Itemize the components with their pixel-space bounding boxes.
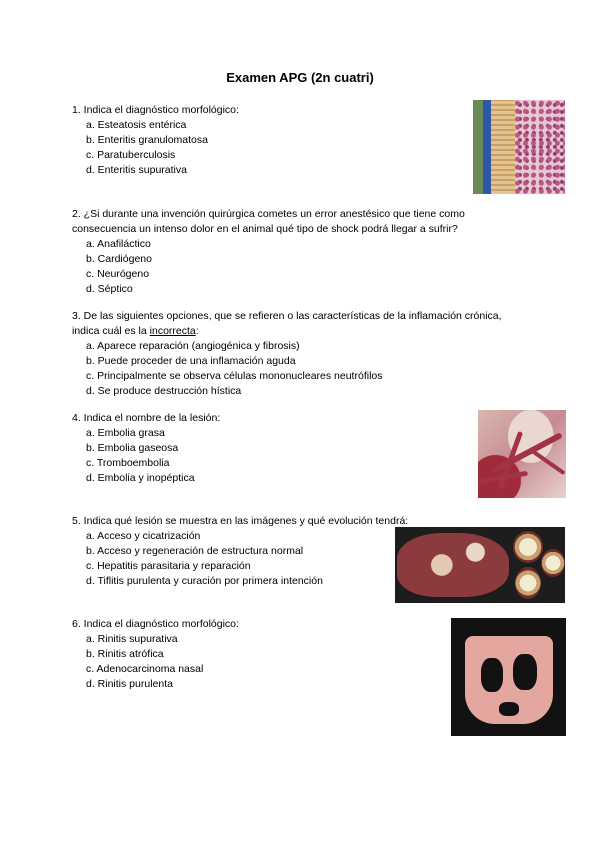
question-3-stem-post: : <box>195 325 199 337</box>
question-1-option-d: d. Enteritis supurativa <box>86 164 187 176</box>
question-3-option-b: b. Puede proceder de una inflamación aguda <box>86 355 296 367</box>
question-1-option-a: a. Esteatosis entérica <box>86 119 187 131</box>
question-1-option-b: b. Enteritis granulomatosa <box>86 134 208 146</box>
question-6-stem: 6. Indica el diagnóstico morfológico: <box>72 618 239 630</box>
question-6-option-c: c. Adenocarcinoma nasal <box>86 663 204 675</box>
question-3-option-a: a. Aparece reparación (angiogénica y fibrosis) <box>86 340 300 352</box>
question-5-stem: 5. Indica qué lesión se muestra en las imágenes y qué evolución tendrá: <box>72 515 409 527</box>
question-6 <box>72 617 239 692</box>
question-1-stem: 1. Indica el diagnóstico morfológico: <box>72 104 239 116</box>
question-3-option-d: d. Se produce destrucción hística <box>86 385 242 397</box>
question-2 <box>72 207 465 297</box>
question-1-option-c: c. Paratuberculosis <box>86 149 176 161</box>
question-2-option-c: c. Neurógeno <box>86 268 150 280</box>
liver-lesion-image <box>395 527 565 603</box>
question-4-stem: 4. Indica el nombre de la lesión: <box>72 412 221 424</box>
histology-image <box>473 100 565 194</box>
embolism-image <box>478 410 566 498</box>
question-3-stem-pre: indica cuál es la <box>72 325 150 337</box>
question-5 <box>72 514 408 589</box>
question-3-stem-line-1: 3. De las siguientes opciones, que se refieren o las características de la inflamación crónica, <box>72 310 502 322</box>
question-5-option-a: a. Acceso y cicatrización <box>86 530 201 542</box>
question-4-option-a: a. Embolia grasa <box>86 427 165 439</box>
question-5-option-b: b. Acceso y regeneración de estructura normal <box>86 545 304 557</box>
question-3-option-c: c. Principalmente se observa células mononucleares neutrófilos <box>86 370 383 382</box>
question-6-option-d: d. Rinitis purulenta <box>86 678 173 690</box>
question-2-stem-line-1: 2. ¿Si durante una invención quirúrgica cometes un error anestésico que tiene como <box>72 208 465 220</box>
question-2-stem-line-2: consecuencia un intenso dolor en el animal qué tipo de shock podrá llegar a sufrir? <box>72 223 458 235</box>
question-4-option-b: b. Embolia gaseosa <box>86 442 179 454</box>
page-title: Examen APG (2n cuatri) <box>226 70 374 85</box>
question-3 <box>72 309 502 399</box>
question-2-option-d: d. Séptico <box>86 283 133 295</box>
question-1 <box>72 103 239 178</box>
nasal-section-image <box>451 618 566 736</box>
question-2-option-a: a. Anafiláctico <box>86 238 151 250</box>
question-6-option-a: a. Rinitis supurativa <box>86 633 178 645</box>
question-3-underlined-word: incorrecta <box>149 325 196 337</box>
question-6-option-b: b. Rinitis atrófica <box>86 648 164 660</box>
question-5-option-c: c. Hepatitis parasitaria y reparación <box>86 560 251 572</box>
question-4-option-c: c. Tromboembolia <box>86 457 170 469</box>
question-2-option-b: b. Cardiógeno <box>86 253 152 265</box>
question-4 <box>72 411 220 486</box>
question-5-option-d: d. Tiflitis purulenta y curación por primera intención <box>86 575 323 587</box>
question-4-option-d: d. Embolia y inopéptica <box>86 472 195 484</box>
question-3-stem-line-2 <box>72 324 502 339</box>
